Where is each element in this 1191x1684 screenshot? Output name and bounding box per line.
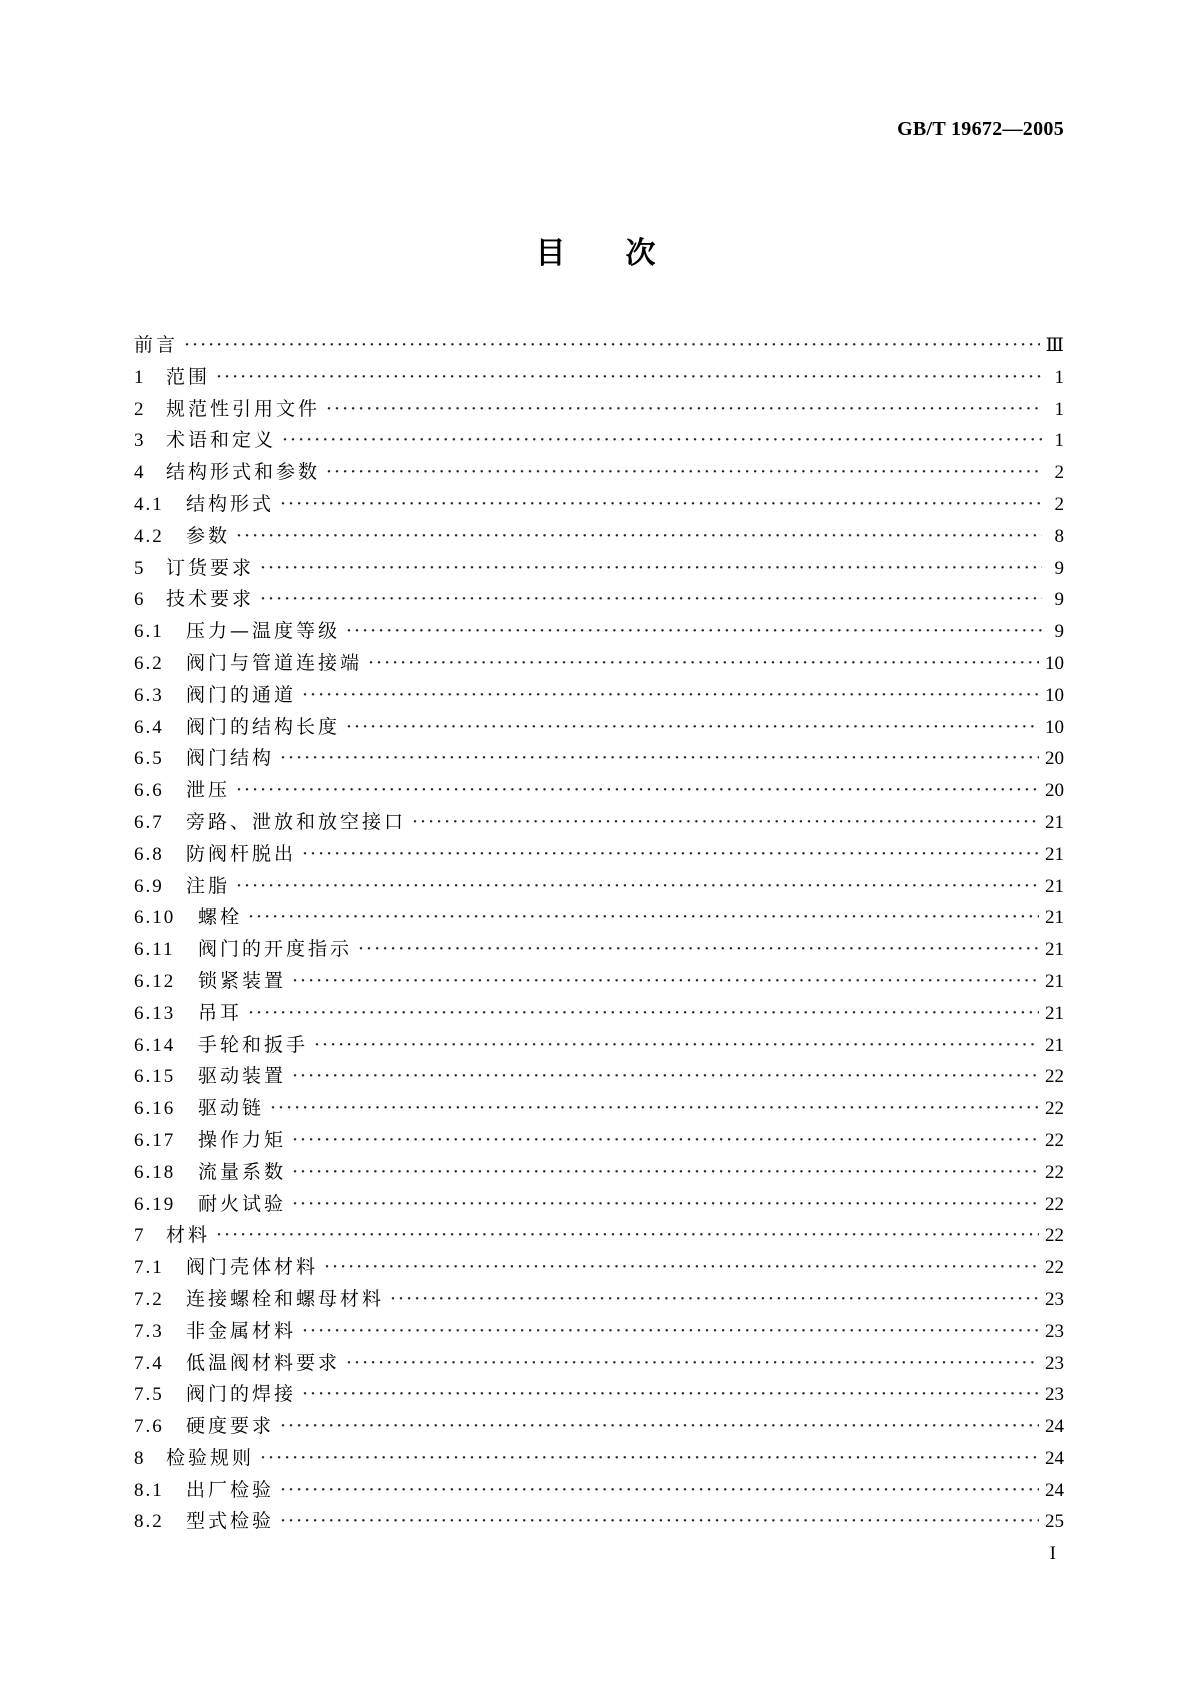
toc-section-title: 检验规则 (166, 1446, 255, 1469)
toc-dot-leader (314, 1034, 1039, 1056)
toc-entry[interactable] (134, 362, 1064, 394)
toc-page-number: 24 (1045, 1479, 1064, 1501)
toc-dot-leader (346, 620, 1042, 642)
toc-section-title: 规范性引用文件 (166, 397, 321, 420)
toc-section-number: 4 (134, 462, 146, 484)
toc-page-number: 22 (1045, 1193, 1064, 1215)
toc-entry[interactable] (134, 966, 1064, 998)
toc-dot-leader (260, 1447, 1039, 1469)
toc-dot-leader (270, 1097, 1039, 1119)
toc-entry[interactable] (134, 1189, 1064, 1221)
toc-section-title: 驱动链 (198, 1097, 265, 1120)
toc-section-number: 6.12 (134, 970, 176, 992)
toc-dot-leader (292, 1065, 1039, 1087)
toc-dot-leader (236, 875, 1039, 897)
toc-dot-leader (236, 779, 1039, 801)
toc-section-number: 6.11 (134, 939, 175, 961)
toc-dot-leader (302, 684, 1039, 706)
toc-section-title: 技术要求 (166, 588, 255, 611)
toc-entry[interactable] (134, 330, 1064, 362)
toc-section-title: 注脂 (186, 874, 231, 897)
toc-section-number: 2 (134, 398, 146, 420)
toc-dot-leader (280, 1479, 1039, 1501)
toc-section-title: 非金属材料 (186, 1319, 297, 1342)
toc-section-title: 范围 (166, 365, 211, 388)
toc-section-number: 4.1 (134, 493, 164, 515)
toc-section-title: 阀门的通道 (186, 683, 297, 706)
toc-section-number: 8.2 (134, 1511, 164, 1533)
toc-section-title: 驱动装置 (198, 1065, 287, 1088)
toc-section-title: 阀门的焊接 (186, 1383, 297, 1406)
toc-section-number: 6.3 (134, 684, 164, 706)
toc-page-number: 22 (1045, 1098, 1064, 1120)
toc-dot-leader (346, 716, 1039, 738)
toc-dot-leader (302, 1320, 1039, 1342)
toc-section-number: 3 (134, 430, 146, 452)
toc-page-number: 10 (1045, 716, 1064, 738)
toc-page-number: 23 (1045, 1384, 1064, 1406)
toc-section-title: 耐火试验 (198, 1192, 287, 1215)
toc-dot-leader (280, 1415, 1039, 1437)
toc-section-title: 型式检验 (186, 1510, 275, 1533)
toc-dot-leader (412, 811, 1039, 833)
toc-entry[interactable] (134, 1443, 1064, 1475)
toc-entry[interactable] (134, 1475, 1064, 1507)
toc-entry[interactable] (134, 616, 1064, 648)
toc-section-number: 7.6 (134, 1416, 164, 1438)
toc-section-number: 6.1 (134, 621, 164, 643)
standard-code: GB/T 19672—2005 (897, 118, 1064, 140)
toc-page-number: 1 (1054, 430, 1064, 452)
toc-section-number: 6.19 (134, 1193, 176, 1215)
toc-page-number: 10 (1045, 652, 1064, 674)
toc-section-title: 流量系数 (198, 1160, 287, 1183)
toc-entry[interactable] (134, 934, 1064, 966)
toc-dot-leader (292, 1129, 1039, 1151)
toc-page-number: 21 (1045, 811, 1064, 833)
toc-dot-leader (358, 938, 1039, 960)
page-number: I (1049, 1543, 1056, 1564)
toc-entry[interactable] (134, 839, 1064, 871)
toc-section-number: 7.3 (134, 1320, 164, 1342)
toc-section-number: 7.5 (134, 1384, 164, 1406)
toc-section-number: 7 (134, 1225, 146, 1247)
toc-section-title: 螺栓 (198, 906, 243, 929)
toc-dot-leader (216, 1224, 1039, 1246)
toc-section-number: 6.17 (134, 1129, 176, 1151)
toc-page-number: 21 (1045, 939, 1064, 961)
toc-dot-leader (292, 1161, 1039, 1183)
toc-dot-leader (302, 843, 1039, 865)
toc-page-number: 23 (1045, 1352, 1064, 1374)
toc-section-number: 6.10 (134, 907, 176, 929)
toc-dot-leader (248, 906, 1039, 928)
toc-dot-leader (302, 1383, 1039, 1405)
toc-entry[interactable] (134, 743, 1064, 775)
toc-section-title: 结构形式和参数 (166, 461, 321, 484)
toc-section-number: 4.2 (134, 525, 164, 547)
toc-entry[interactable] (134, 1411, 1064, 1443)
toc-dot-leader (236, 525, 1042, 547)
toc-page-number: 1 (1054, 398, 1064, 420)
toc-page-number: 10 (1045, 684, 1064, 706)
toc-page-number: 22 (1045, 1225, 1064, 1247)
toc-section-number: 6.4 (134, 716, 164, 738)
toc-section-number: 7.1 (134, 1257, 164, 1279)
toc-entry[interactable] (134, 1157, 1064, 1189)
page-title: 目次 (535, 236, 716, 271)
toc-section-title: 吊耳 (198, 1001, 243, 1024)
toc-entry[interactable] (134, 1379, 1064, 1411)
toc-section-number: 1 (134, 366, 146, 388)
toc-page-number: 21 (1045, 1034, 1064, 1056)
toc-entry[interactable] (134, 712, 1064, 744)
toc-entry[interactable] (134, 457, 1064, 489)
toc-page-number: 1 (1054, 366, 1064, 388)
toc-section-number: 7.2 (134, 1288, 164, 1310)
toc-dot-leader (280, 1510, 1039, 1532)
toc-section-title: 连接螺栓和螺母材料 (186, 1287, 385, 1310)
toc-entry[interactable] (134, 1030, 1064, 1062)
toc-page-number: 21 (1045, 875, 1064, 897)
toc-page-number: 8 (1054, 525, 1064, 547)
toc-entry[interactable] (134, 1093, 1064, 1125)
toc-page-number: 2 (1054, 493, 1064, 515)
toc-page-number: 21 (1045, 843, 1064, 865)
toc-section-title: 阀门结构 (186, 747, 275, 770)
toc-entry[interactable] (134, 521, 1064, 553)
toc-section-number: 6.5 (134, 748, 164, 770)
toc-entry[interactable] (134, 553, 1064, 585)
toc-entry[interactable] (134, 1252, 1064, 1284)
toc-dot-leader (280, 493, 1042, 515)
toc-dot-leader (326, 461, 1042, 483)
toc-dot-leader (292, 970, 1039, 992)
toc-section-title: 操作力矩 (198, 1128, 287, 1151)
toc-section-number: 6.2 (134, 652, 164, 674)
toc-page-number: 21 (1045, 970, 1064, 992)
toc-entry[interactable] (134, 1220, 1064, 1252)
toc-page-number: 23 (1045, 1320, 1064, 1342)
toc-section-title: 术语和定义 (166, 429, 277, 452)
toc-page-number: 22 (1045, 1066, 1064, 1088)
toc-section-title: 低温阀材料要求 (186, 1351, 341, 1374)
toc-entry[interactable] (134, 807, 1064, 839)
toc-page-number: 22 (1045, 1129, 1064, 1151)
toc-page-number: 25 (1045, 1511, 1064, 1533)
toc-section-title: 旁路、泄放和放空接口 (186, 810, 407, 833)
toc-section-number: 5 (134, 557, 146, 579)
toc-section-number: 6.7 (134, 811, 164, 833)
toc-section-number: 6.9 (134, 875, 164, 897)
toc-page-number: 21 (1045, 907, 1064, 929)
toc-entry[interactable] (134, 680, 1064, 712)
toc-entry[interactable] (134, 648, 1064, 680)
toc-section-title: 订货要求 (166, 556, 255, 579)
toc-section-number: 6.15 (134, 1066, 176, 1088)
toc-entry[interactable] (134, 902, 1064, 934)
toc-page-number: 21 (1045, 1002, 1064, 1024)
toc-dot-leader (216, 366, 1042, 388)
toc-section-title: 阀门壳体材料 (186, 1256, 319, 1279)
toc-dot-leader (346, 1352, 1039, 1374)
toc-entry[interactable] (134, 998, 1064, 1030)
toc-section-title: 结构形式 (186, 492, 275, 515)
toc-section-number: 6.6 (134, 780, 164, 802)
toc-dot-leader (184, 334, 1040, 356)
toc-entry[interactable] (134, 489, 1064, 521)
toc-page-number: 20 (1045, 780, 1064, 802)
toc-page-number: Ⅲ (1045, 335, 1064, 356)
toc-section-title: 阀门的结构长度 (186, 715, 341, 738)
toc-entry[interactable] (134, 1284, 1064, 1316)
toc-dot-leader (260, 557, 1042, 579)
toc-page-number: 9 (1054, 557, 1064, 579)
toc-section-title: 防阀杆脱出 (186, 842, 297, 865)
toc-entry[interactable] (134, 1506, 1064, 1538)
toc-entry[interactable] (134, 1061, 1064, 1093)
toc-page-number: 20 (1045, 748, 1064, 770)
toc-dot-leader (282, 429, 1042, 451)
toc-page-number: 22 (1045, 1257, 1064, 1279)
toc-section-number: 6.18 (134, 1161, 176, 1183)
toc-section-number: 6.8 (134, 843, 164, 865)
toc-section-title: 阀门的开度指示 (198, 938, 353, 961)
toc-dot-leader (292, 1193, 1039, 1215)
toc-section-title: 出厂检验 (186, 1478, 275, 1501)
toc-entry[interactable] (134, 1316, 1064, 1348)
toc-entry[interactable] (134, 394, 1064, 426)
toc-section-number: 6 (134, 589, 146, 611)
toc-section-number: 8.1 (134, 1479, 164, 1501)
toc-section-number: 8 (134, 1447, 146, 1469)
toc-section-title: 锁紧装置 (198, 969, 287, 992)
toc-entry[interactable] (134, 871, 1064, 903)
toc-page-number: 24 (1045, 1416, 1064, 1438)
toc-section-title: 材料 (166, 1224, 211, 1247)
toc-page-number: 23 (1045, 1288, 1064, 1310)
toc-page-number: 2 (1054, 462, 1064, 484)
toc-page-number: 24 (1045, 1447, 1064, 1469)
toc-entry[interactable] (134, 425, 1064, 457)
toc-entry[interactable] (134, 775, 1064, 807)
toc-page-number: 9 (1054, 589, 1064, 611)
table-of-contents (134, 330, 1064, 1538)
toc-section-number: 6.16 (134, 1098, 176, 1120)
toc-dot-leader (280, 747, 1039, 769)
toc-dot-leader (326, 398, 1042, 420)
toc-section-number: 6.14 (134, 1034, 176, 1056)
toc-dot-leader (248, 1002, 1039, 1024)
toc-entry[interactable] (134, 584, 1064, 616)
toc-section-title: 压力—温度等级 (186, 620, 341, 643)
toc-section-title: 硬度要求 (186, 1415, 275, 1438)
toc-section-number: 7.4 (134, 1352, 164, 1374)
toc-section-title: 手轮和扳手 (198, 1033, 309, 1056)
toc-entry[interactable] (134, 1348, 1064, 1380)
toc-section-title: 泄压 (186, 779, 231, 802)
toc-dot-leader (324, 1256, 1039, 1278)
toc-section-title: 阀门与管道连接端 (186, 651, 363, 674)
toc-dot-leader (260, 588, 1042, 610)
toc-page-number: 22 (1045, 1161, 1064, 1183)
toc-dot-leader (368, 652, 1039, 674)
toc-section-title: 参数 (186, 524, 231, 547)
toc-dot-leader (390, 1288, 1039, 1310)
toc-section-number: 6.13 (134, 1002, 176, 1024)
toc-page-number: 9 (1054, 621, 1064, 643)
toc-section-title: 前言 (134, 334, 179, 356)
toc-entry[interactable] (134, 1125, 1064, 1157)
